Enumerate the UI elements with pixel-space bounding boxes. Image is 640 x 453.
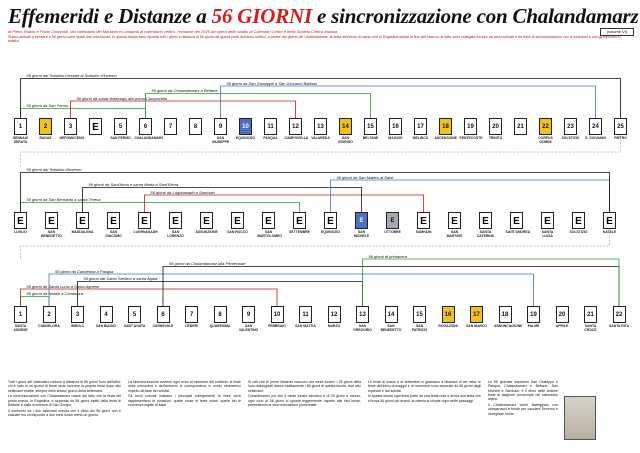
photo-placeholder <box>564 396 596 440</box>
day-card <box>514 118 527 135</box>
day-card <box>157 306 170 323</box>
day-card <box>614 118 627 135</box>
day-card <box>139 118 152 135</box>
day-card <box>464 118 477 135</box>
day-name: PASQUA <box>263 136 278 140</box>
day-name: SAN GIORGIO <box>338 136 353 144</box>
day-card-label: 12 <box>330 312 338 318</box>
day-card-label: 15 <box>367 124 374 130</box>
day-card-label: E <box>482 216 489 227</box>
day-card <box>613 306 626 323</box>
subtitle: di Pietro Rabito e Paolo Cimarosti, dal calendario dei Marziani e Lombardi al calendario celtico, revisione del 2025 ad opera dello studio di Calendari Celtici e della Società Celtica Italiana <box>8 29 338 34</box>
day-card <box>564 118 577 135</box>
day-card-label: 11 <box>302 312 309 318</box>
day-card-label: 22 <box>542 124 549 130</box>
day-card-label: 2 <box>43 124 48 130</box>
day-card <box>470 306 483 323</box>
day-card-label: 17 <box>473 312 480 318</box>
day-card-label: 10 <box>273 312 281 318</box>
day-card-label: E <box>327 216 334 227</box>
day-name: SANT'ANDREA <box>505 230 531 234</box>
day-card-label: 7 <box>168 124 173 130</box>
day-card-label: E <box>513 216 520 227</box>
day-card <box>185 306 198 323</box>
day-card <box>271 306 284 323</box>
day-name: MARZO <box>327 324 341 328</box>
arc-label: 56 giorni dal Santo Stefano a santa Agata <box>83 276 158 281</box>
day-name: PIETRO <box>614 136 627 140</box>
day-card <box>169 212 182 229</box>
arc-label: 56 giorni da San Matteo ai Santi <box>336 174 394 180</box>
day-card-label: 9 <box>218 124 223 130</box>
day-card-label: 5 <box>132 312 137 318</box>
day-card <box>324 212 337 229</box>
day-name: FEBBRAIO <box>268 324 286 328</box>
day-name: SAN VALENTINO <box>238 324 259 332</box>
arc-label: 56 giorni da San Fermo <box>26 103 69 108</box>
day-card <box>76 212 89 229</box>
day-name: SAN MARTINO <box>446 230 463 238</box>
paragraph: La sincronizzazione con Chalandamarz nasce dal fatto che la festa del primo marzo, in Engadina, è separata da 56 giorni esatti dalla festa di Beltane e dalla ricorrenza di San Giorgio. <box>8 394 121 407</box>
connection-arc <box>163 267 619 307</box>
day-card <box>114 118 127 135</box>
connection-arc <box>78 282 363 307</box>
day-card <box>264 118 277 135</box>
day-card-label: 10 <box>242 124 249 130</box>
day-card-label: 1 <box>18 312 23 318</box>
arc-label: 56 giorni dal Solstizio d'inverno <box>26 167 82 172</box>
day-card-label: 13 <box>317 124 324 130</box>
arc-label: 56 giorni da Chalandamarz alla Pentecoste <box>169 261 246 266</box>
day-name: SANT'AGATA <box>123 324 146 328</box>
day-card-label: 24 <box>592 124 599 130</box>
day-card-label: E <box>17 216 24 227</box>
day-name: SOLSTIZIO <box>569 230 588 234</box>
day-card <box>189 118 202 135</box>
day-card-label: E <box>203 216 210 227</box>
day-name: EQUINOZIO <box>235 136 256 140</box>
day-card <box>442 306 455 323</box>
paragraph: Il confronto tra i due calendari mostra che il ritmo dei 56 giorni non è casuale ma corrisponde a due mesi lunari meno un giorno. <box>8 408 121 418</box>
day-card-label: E <box>141 216 148 227</box>
connection-arc <box>21 109 146 119</box>
connection-arc <box>71 101 296 118</box>
day-card-label: 2 <box>47 312 51 318</box>
connection-arc <box>146 94 371 119</box>
day-card-label: 15 <box>416 312 423 318</box>
day-card-label: E <box>296 216 303 227</box>
day-card <box>589 118 602 135</box>
arc-label: 56 giorni da San Giuseppe a San Giovanni Battista <box>226 80 317 86</box>
day-card <box>448 212 461 229</box>
day-name: SANTA CROCE <box>584 324 597 332</box>
day-card <box>356 306 369 323</box>
title-highlight: 56 GIORNI <box>211 4 312 28</box>
day-card <box>100 306 113 323</box>
day-card-label: 18 <box>501 312 509 318</box>
day-card <box>299 306 312 323</box>
text-column-3 <box>248 380 361 409</box>
day-name: SOLSTIZIO <box>561 136 580 140</box>
day-name: IMBOLC <box>70 324 85 328</box>
day-card-label: E <box>359 218 364 224</box>
day-name: SAN GIUSEPPE <box>211 136 230 144</box>
day-card-label: 5 <box>118 124 123 130</box>
day-card <box>64 118 77 135</box>
connection-arc <box>21 173 610 213</box>
paragraph: In questa tavola ogni linea parte da una festa nota e arriva alla festa che si trova 56 giorni più avanti: la catena si chiude dopo sette passaggi. <box>368 394 481 403</box>
day-card-label: 18 <box>442 124 449 130</box>
paragraph: Gli archi colorati indicano i principali collegamenti; le linee verdi rappresentano le lunazioni, quelle rosse le feste solari, quelle blu le ricorrenze legate ai santi. <box>128 394 241 407</box>
arc-label: 56 giorni da santa Walburga alla prima Campovella <box>76 95 168 101</box>
day-card-label: 6 <box>161 312 165 318</box>
arc-label: 56 giorni da Sant'Anna e santa Marta a Sant'Elena <box>88 182 179 187</box>
day-name: PALME <box>527 324 540 328</box>
day-card-label: 20 <box>492 124 499 130</box>
day-card-label: 9 <box>246 312 251 318</box>
day-card-label: E <box>110 216 117 227</box>
day-card-label: 20 <box>558 312 566 318</box>
day-card <box>479 212 492 229</box>
day-card-label: 11 <box>267 124 274 130</box>
day-name: RADAS <box>39 136 52 140</box>
day-card <box>200 212 213 229</box>
day-card-label: 17 <box>417 124 424 130</box>
day-card <box>128 306 141 323</box>
day-card <box>389 118 402 135</box>
day-card-label: 23 <box>567 124 574 130</box>
day-card-label: E <box>420 216 427 227</box>
day-name: OTTOBRE <box>384 230 401 234</box>
day-card-label: E <box>48 216 55 227</box>
day-card <box>386 212 399 229</box>
day-card-label: 14 <box>387 312 395 318</box>
day-card <box>510 212 523 229</box>
volume-badge: (volume VI) <box>600 28 634 36</box>
paragraph: Le feste di marzo e di settembre si guardano a distanza di sei mesi; le feste dell'inizio di maggio e di novembre sono separate da 56 giorni dagli equinozi e dai solstizi. <box>368 380 481 393</box>
day-card <box>293 212 306 229</box>
intro-text: Siamo abituati a pensare a 56 giorni come quasi due mesi lunari: in questa tavola sono riportati tutti i giorni a distanza di 56 giorni dai grandi punti dell'anno celtico, a partire dal giorno del Chalandamarz, la festa dell'inizio di marzo che in Engadina saluta la fine dell'inverno; le date sono collegate fra loro da archi colorati e da linee di sincronizzazione con le lunazioni e con gli equinozi e i solstizi. <box>8 35 622 44</box>
day-card <box>603 212 616 229</box>
day-name: ASSUNZIONE <box>195 230 218 234</box>
day-card-label: 8 <box>218 312 222 318</box>
day-card <box>262 212 275 229</box>
day-name: SAN GIACOMO <box>105 230 122 238</box>
connection-arc <box>363 259 620 306</box>
arc-label: 56 giorni da Lughnasadh a Samhain <box>150 189 215 195</box>
day-card-label: 19 <box>467 124 474 130</box>
day-name: MAGGIO <box>388 136 403 140</box>
day-name: ROGAZIONI <box>438 324 458 328</box>
day-name: NATALE <box>602 230 617 234</box>
day-name: SAN BARTOLOMEO <box>257 230 282 238</box>
connection-arc <box>21 297 50 307</box>
day-name: SANTA AGNESE <box>13 324 28 332</box>
day-name: SAN GREGORIO <box>353 324 372 332</box>
day-name: LUGHNASADH <box>133 230 158 234</box>
day-card <box>339 118 352 135</box>
day-name: SAN LORENZO <box>167 230 184 238</box>
day-name: CORPUS DOMINI <box>538 136 553 144</box>
day-card-label: 16 <box>392 124 399 130</box>
day-name: CANDELORA <box>38 324 60 328</box>
day-name: VALAREDA <box>311 136 330 140</box>
arc-label: 56 giorni di primavera <box>368 253 407 259</box>
day-name: SANTA CATERINA <box>476 230 495 238</box>
day-card <box>539 118 552 135</box>
day-card-label: 4 <box>104 312 108 318</box>
day-card <box>39 118 52 135</box>
day-card-label: 1 <box>18 124 23 130</box>
day-card <box>242 306 255 323</box>
page-title <box>8 3 639 29</box>
day-card <box>572 212 585 229</box>
day-name: ASCENSIONE <box>434 136 457 140</box>
text-column-1 <box>8 380 121 419</box>
day-card <box>499 306 512 323</box>
day-card <box>231 212 244 229</box>
day-card-label: E <box>92 122 99 133</box>
day-name: CENERI <box>185 324 198 328</box>
day-name: SAN ROCCO <box>227 230 248 234</box>
day-name: MADDALENA <box>71 230 94 234</box>
day-name: TRINITÀ <box>488 136 503 140</box>
day-name: LUGLIO <box>14 230 27 234</box>
day-card <box>107 212 120 229</box>
day-card-label: 22 <box>615 312 623 318</box>
day-name: SETTEMBRE <box>289 230 310 234</box>
day-card-label: E <box>575 216 582 227</box>
day-card <box>541 212 554 229</box>
day-card-label: 16 <box>444 312 452 318</box>
day-name: CHALANDAMARZ <box>134 136 164 140</box>
paragraph: Il Chalandamarz viene festeggiato con campanacci e fruste per cacciare l'inverno e risvegliare l'erba. <box>488 402 558 416</box>
day-card-label: 13 <box>359 312 366 318</box>
day-card-label: E <box>544 216 551 227</box>
day-name: SAN BENEDETTO <box>380 324 402 332</box>
day-card-label: 3 <box>68 124 73 130</box>
day-card <box>527 306 540 323</box>
day-name: SAN BIAGIO <box>95 324 117 328</box>
day-card-label: E <box>265 216 272 227</box>
day-card <box>439 118 452 135</box>
day-card-label: 7 <box>189 312 194 318</box>
day-name: EQUINOZIO <box>320 230 341 234</box>
day-card-label: 12 <box>292 124 299 130</box>
day-card-label: 21 <box>587 312 594 318</box>
day-card <box>413 306 426 323</box>
day-card-label: E <box>234 216 241 227</box>
day-card <box>43 306 56 323</box>
day-card <box>214 306 227 323</box>
arc-label: 56 giorni da Chalandamarz e Beltane <box>151 88 218 93</box>
day-name: GENNAIO SERATA <box>12 136 29 144</box>
day-name: CARNEVALE <box>152 324 174 328</box>
day-name: SAN PATRIZIO <box>411 324 428 332</box>
text-column-5 <box>488 380 558 417</box>
arc-label: 56 giorni da San Bernardo a santa Teresa <box>26 197 101 202</box>
day-name: S. GIOVANNI <box>585 136 606 140</box>
day-card <box>364 118 377 135</box>
day-card-label: 14 <box>342 124 349 130</box>
arc-label: 56 giorni da Candelora a Pasqua <box>55 268 114 274</box>
day-card-label: 19 <box>530 312 537 318</box>
day-name: ANNUNCIAZIONE <box>494 324 523 328</box>
day-card-label: E <box>451 216 458 227</box>
day-card-label: 21 <box>517 124 524 130</box>
paragraph: Considerando poi che il mese lunare sinodico è di 29 giorni e mezzo, ogni ciclo di 56 giorni si sposta leggermente rispetto alle fasi lunari, permettendo la sincronizzazione pluriennale. <box>248 394 361 407</box>
day-name: QUARESIMA <box>209 324 231 328</box>
day-card <box>289 118 302 135</box>
day-card <box>385 306 398 323</box>
day-name: APRILE <box>555 324 569 328</box>
paragraph: La sincronizzazione avviene ogni anno al momento del solstizio: le feste della primavera e dell'autunno si corrispondono in modo simmetrico rispetto all'asse dei solstizi. <box>128 380 241 393</box>
day-card <box>355 212 368 229</box>
day-card-label: E <box>606 216 613 227</box>
day-name: PENTECOSTE <box>459 136 483 140</box>
day-card <box>489 118 502 135</box>
text-column-4 <box>368 380 481 404</box>
day-card-label: E <box>172 216 179 227</box>
day-name: SAN FERMO <box>110 136 131 140</box>
paragraph: Si noti che le prime distanze nascono dal mese lunare: i 28 giorni della luna raddoppiati danno esattamente i 56 giorni di questa tavola, cioè otto settimane. <box>248 380 361 393</box>
day-name: CAMPOVELLA <box>284 136 309 140</box>
day-card-label: 3 <box>75 312 80 318</box>
day-name: BELTANE <box>362 136 379 140</box>
title-part-b: e sincronizzazione con Chalandamarz <box>311 4 639 28</box>
day-card <box>71 306 84 323</box>
day-card <box>328 306 341 323</box>
day-card <box>414 118 427 135</box>
day-card <box>14 306 27 323</box>
day-card <box>584 306 597 323</box>
day-name: SAN MATTIA <box>295 324 316 328</box>
connection-arc <box>331 180 610 212</box>
day-name: SANTA LUCIA <box>541 230 554 238</box>
day-card <box>164 118 177 135</box>
paragraph: Tutti i giorni del calendario cadono a distanza di 56 giorni l'uno dall'altro: chi è nato in un giorno di festa vede ricorrere la propria festa dopo otto settimane esatte, sempre nello stesso giorno della settimana. <box>8 380 121 393</box>
day-card <box>556 306 569 323</box>
day-card <box>239 118 252 135</box>
day-card-label: E <box>79 216 86 227</box>
day-name: SAN BENEDETTO <box>41 230 62 238</box>
day-name: MELINCO <box>412 136 429 140</box>
day-name: SAN MICHELE <box>353 230 370 238</box>
connection-arc <box>21 203 300 213</box>
day-card <box>14 212 27 229</box>
calendar-strip <box>6 58 634 375</box>
day-card <box>314 118 327 135</box>
arc-label: 56 giorni da Santa Lucia a Santa Agnese <box>26 283 100 289</box>
paragraph: Le 56 giornate separano San Giuseppe e Pasqua, Chalandamarz e Beltane, San Michele e Samhain: è il ritmo delle antiche feste di stagione conservate nel calendario alpino. <box>488 380 558 402</box>
connection-arc <box>145 195 424 212</box>
day-card <box>14 118 27 135</box>
day-name: SANTA RITA <box>609 324 629 328</box>
day-card-label: E <box>390 218 395 224</box>
day-name: NEPOMUCENO <box>59 136 85 140</box>
day-card <box>214 118 227 135</box>
day-card <box>417 212 430 229</box>
arc-label: 56 giorni dal Solstizio d'estate al Solstizio d'inverno <box>26 73 117 78</box>
day-card <box>45 212 58 229</box>
text-column-2 <box>128 380 241 409</box>
day-name: SAMHAIN <box>415 230 432 234</box>
day-name: SAN MARCO <box>466 324 487 328</box>
arc-label: 56 giorni da Natale a Candelora <box>26 291 83 296</box>
connection-arc <box>221 86 596 118</box>
day-card <box>89 118 102 135</box>
day-card-label: 6 <box>143 124 148 130</box>
connection-arc <box>83 188 362 213</box>
day-card-label: 25 <box>617 124 624 130</box>
day-card <box>138 212 151 229</box>
title-part-a: Effemeridi e Distanze a <box>8 4 212 28</box>
day-card-label: 8 <box>193 124 198 130</box>
